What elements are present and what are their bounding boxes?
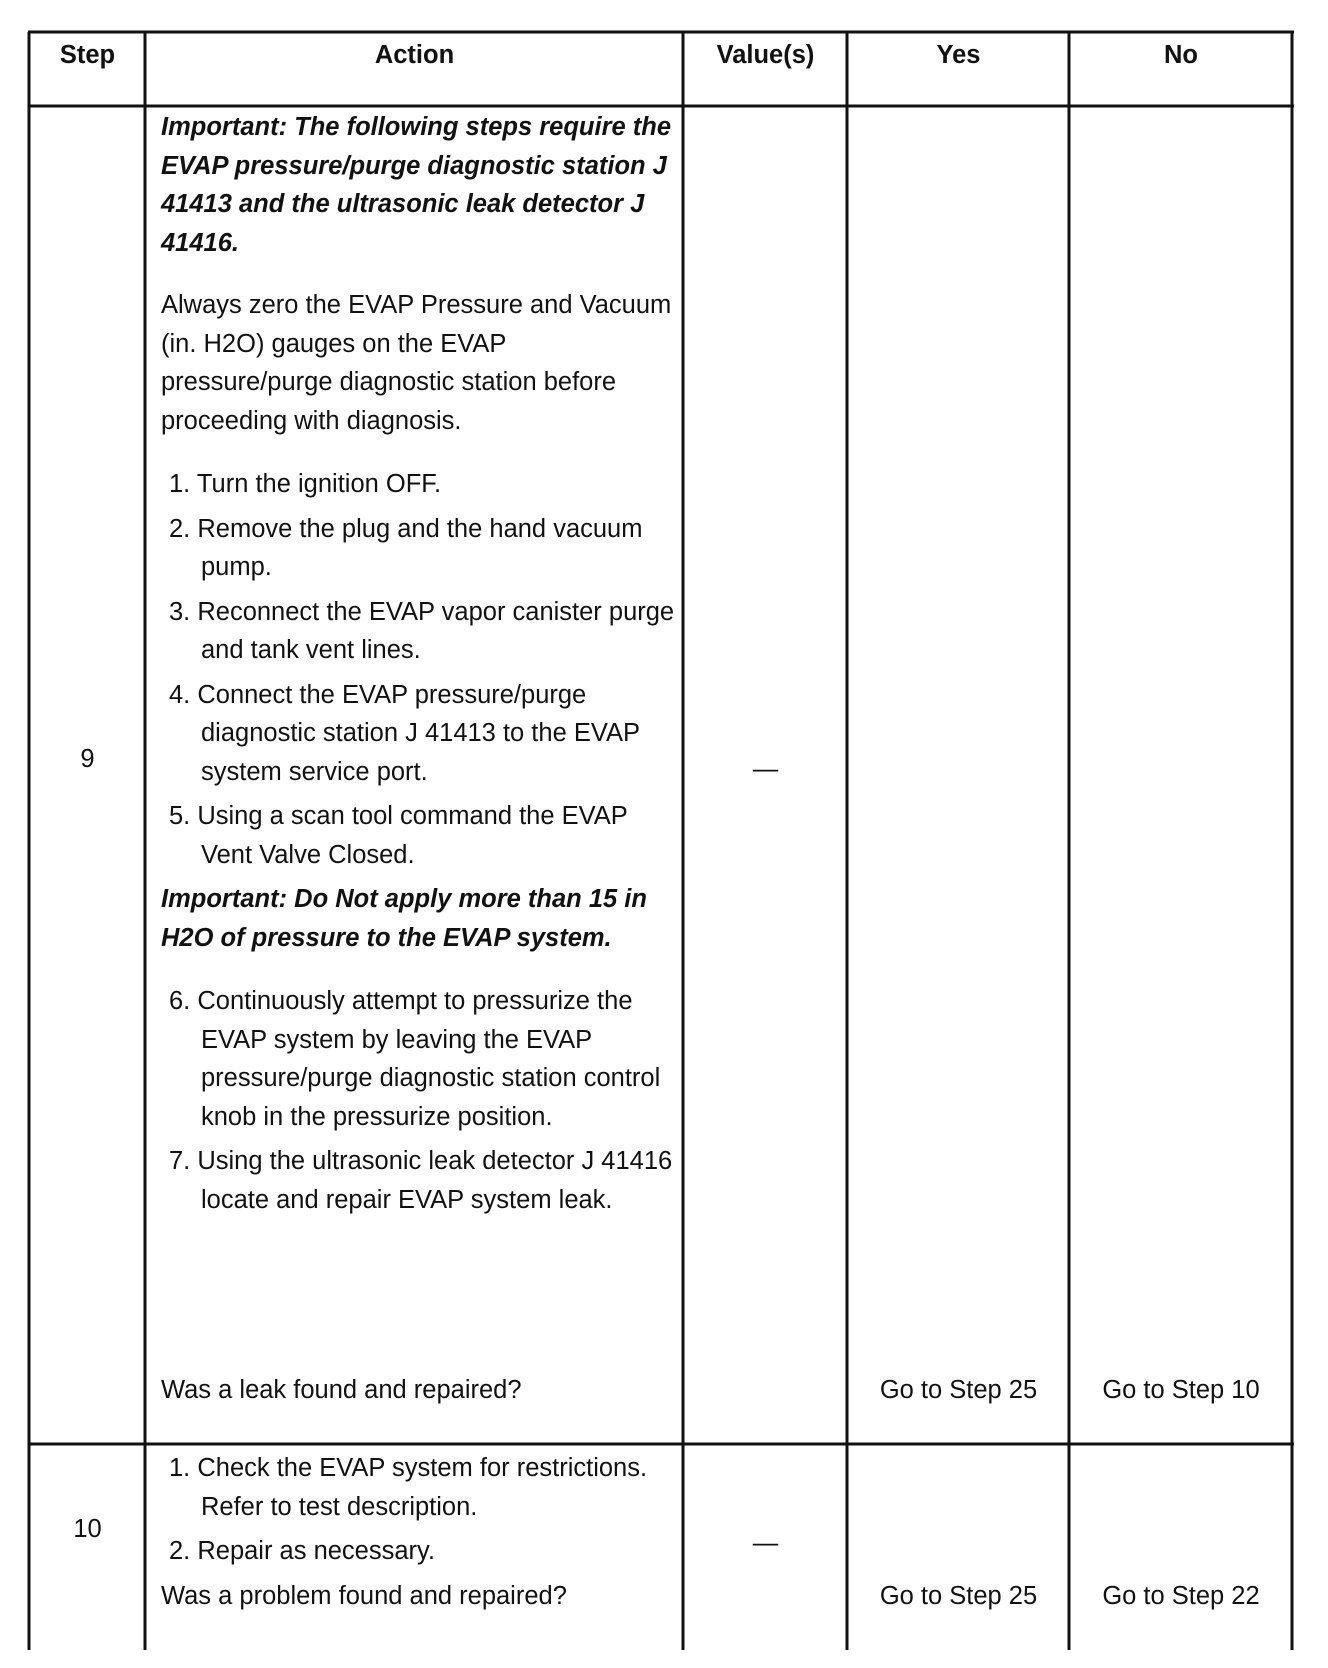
row-9-steps-a	[161, 465, 677, 874]
header-action: Action	[374, 41, 455, 69]
row-9-action	[161, 108, 677, 1219]
row-9-step-5: 5. Using a scan tool command the EVAP Vent Valve Closed.	[169, 802, 628, 869]
row-9-step-4: 4. Connect the EVAP pressure/purge diagnostic station J 41413 to the EVAP system service port.	[169, 680, 640, 786]
header-yes: Yes	[936, 41, 981, 69]
row-9-step-1: 1. Turn the ignition OFF.	[169, 470, 442, 498]
row-10-step-2: 2. Repair as necessary.	[169, 1537, 435, 1565]
header-step: Step	[59, 41, 116, 69]
row-9-yes: Go to Step 25	[879, 1376, 1038, 1404]
row-9-value: —	[752, 755, 779, 783]
row-9-note: Always zero the EVAP Pressure and Vacuum (in. H2O) gauges on the EVAP pressure/purge diagnostic station before proceeding with diagnosis.	[161, 291, 672, 435]
row-9-step-2: 2. Remove the plug and the hand vacuum pump.	[169, 514, 643, 581]
row-9-important-1: Important: The following steps require the EVAP pressure/purge diagnostic station J 41413 and the ultrasonic leak detector J 41416.	[161, 113, 672, 257]
row-9-no: Go to Step 10	[1102, 1376, 1260, 1404]
row-9-step-6: 6. Continuously attempt to pressurize the EVAP system by leaving the EVAP pressure/purge diagnostic station control knob in the pressurize position.	[169, 987, 661, 1131]
row-9-important-2: Important: Do Not apply more than 15 in H2O of pressure to the EVAP system.	[161, 885, 647, 952]
row-10-step: 10	[73, 1515, 102, 1543]
row-10-step-1: 1. Check the EVAP system for restrictions. Refer to test description.	[169, 1454, 648, 1521]
row-10-no: Go to Step 22	[1102, 1582, 1260, 1610]
row-9-step-3: 3. Reconnect the EVAP vapor canister purge and tank vent lines.	[169, 597, 675, 664]
header-values: Value(s)	[716, 41, 815, 69]
row-9-steps-b	[161, 982, 677, 1219]
row-10-value: —	[752, 1529, 779, 1557]
header-no: No	[1164, 41, 1198, 69]
row-10-question: Was a problem found and repaired?	[161, 1582, 567, 1610]
row-10-action	[161, 1449, 677, 1571]
row-10-yes: Go to Step 25	[879, 1582, 1038, 1610]
row-9-step: 9	[80, 745, 95, 773]
row-10-steps	[161, 1449, 677, 1571]
row-9-question: Was a leak found and repaired?	[161, 1376, 522, 1404]
row-9-step-7: 7. Using the ultrasonic leak detector J 41416 locate and repair EVAP system leak.	[169, 1147, 673, 1214]
